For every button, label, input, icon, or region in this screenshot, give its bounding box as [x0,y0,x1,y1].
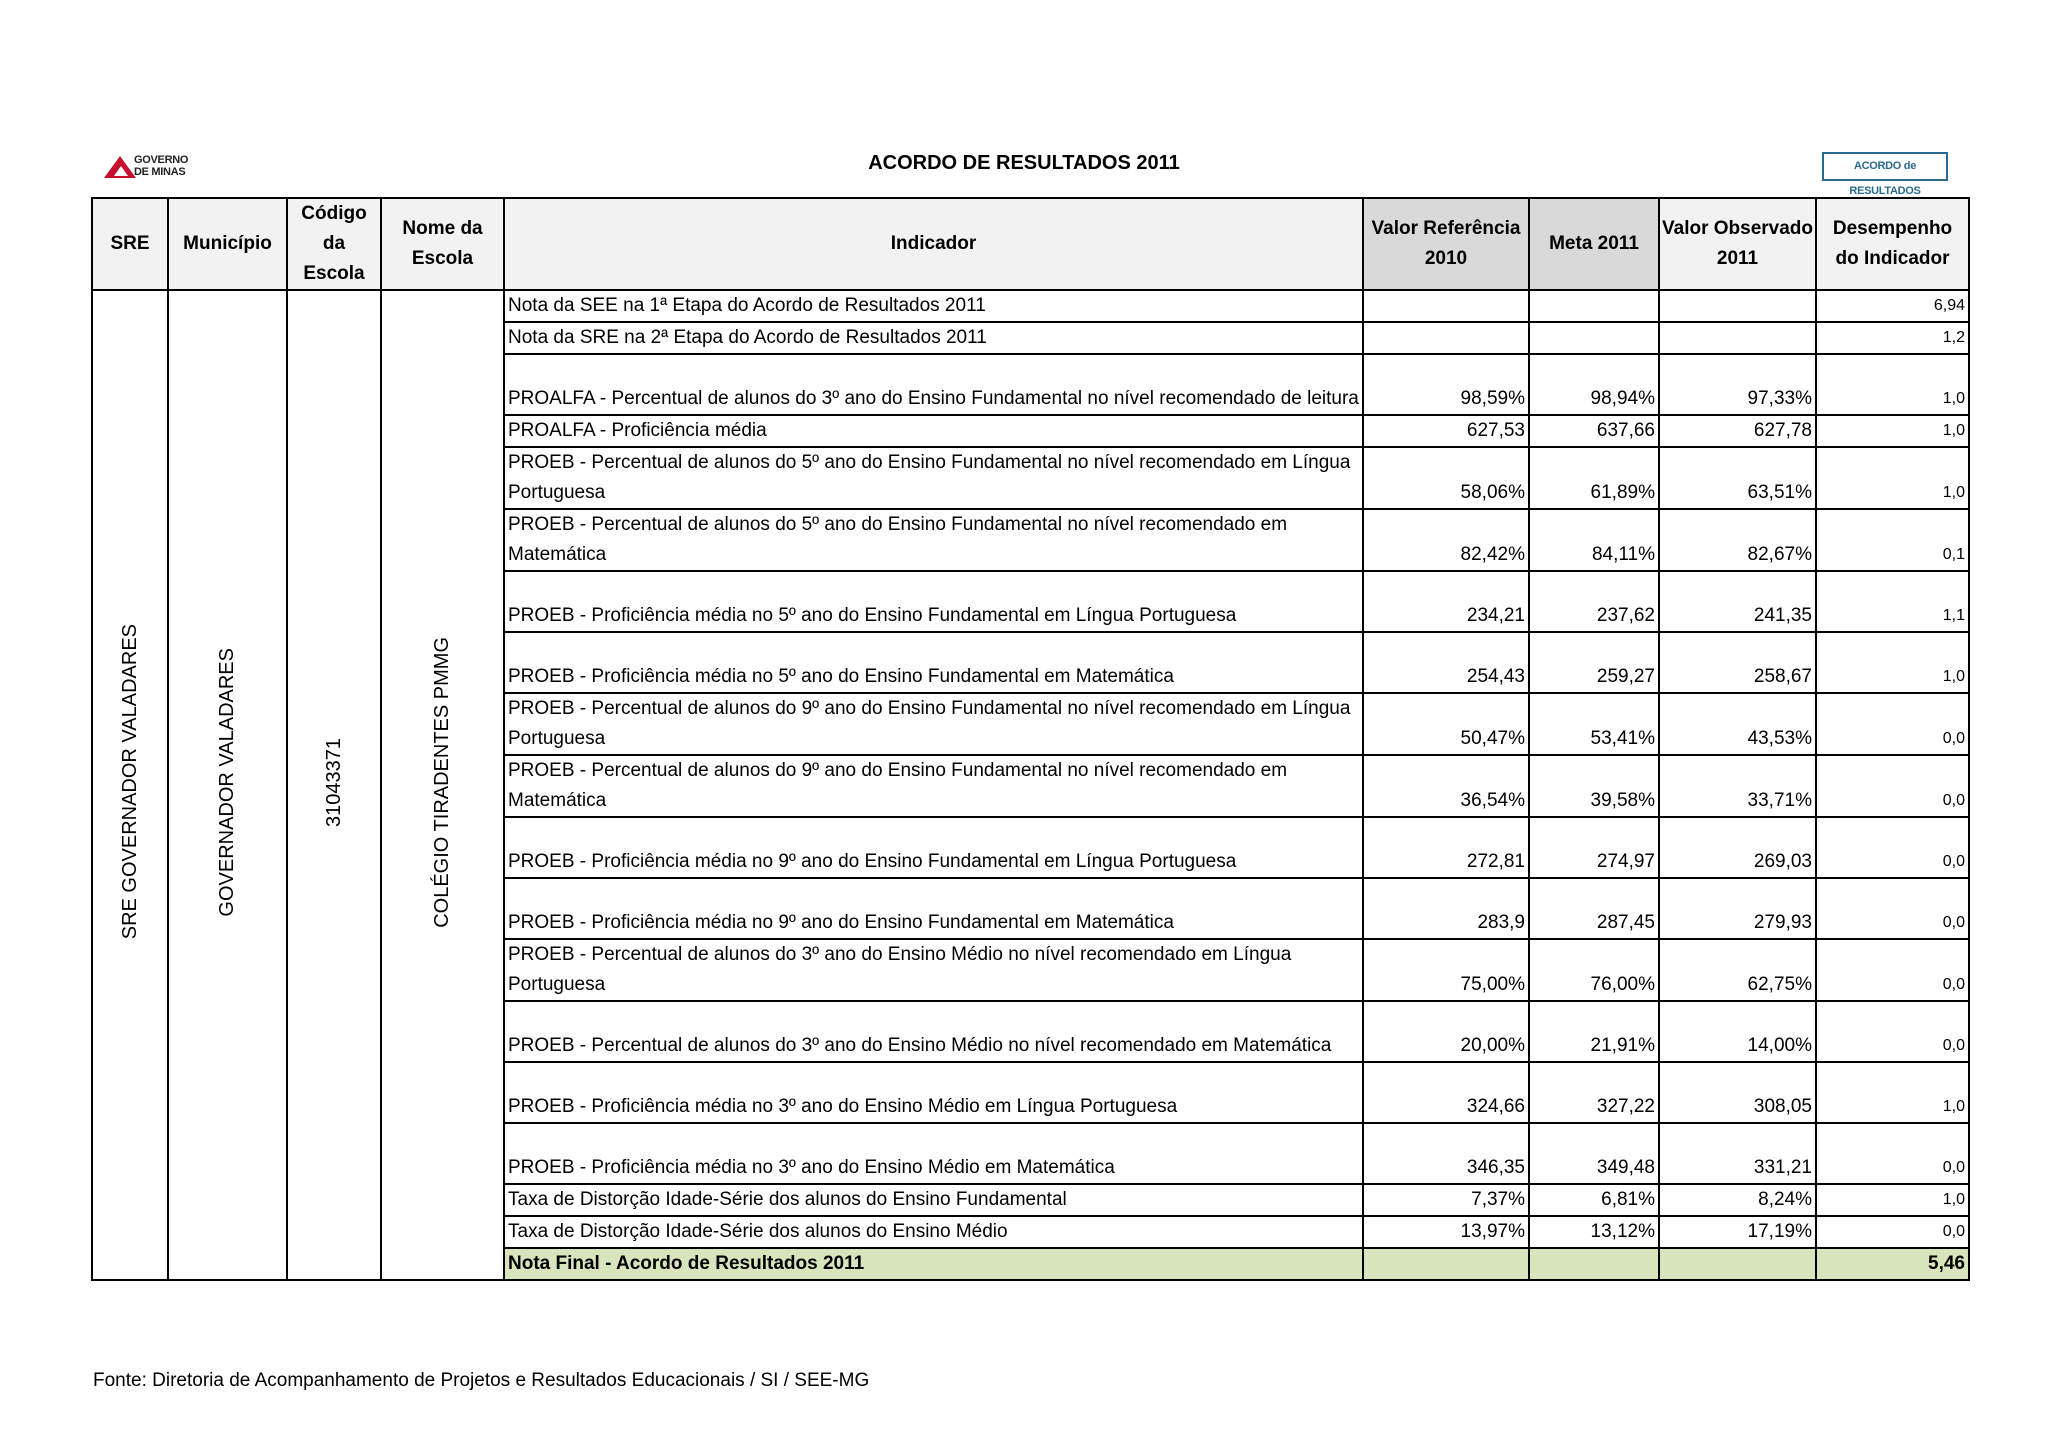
sre-cell-text: SRE GOVERNADOR VALADARES [118,624,141,940]
indicator-cell: PROEB - Proficiência média no 5º ano do Ensino Fundamental em Língua Portuguesa [504,571,1363,632]
valor-referencia-cell: 13,97% [1363,1216,1529,1248]
final-score-label: Nota Final - Acordo de Resultados 2011 [504,1248,1363,1280]
meta-cell: 39,58% [1529,755,1659,817]
municipio-cell [168,290,287,1280]
meta-cell: 98,94% [1529,354,1659,415]
desempenho-cell: 6,94 [1816,290,1969,322]
source-footer: Fonte: Diretoria de Acompanhamento de Projetos e Resultados Educacionais / SI / SEE-MG [93,1370,870,1391]
valor-observado-cell: 269,03 [1659,817,1816,878]
valor-referencia-cell: 82,42% [1363,509,1529,571]
codigo-cell-text: 31043371 [322,737,345,827]
col-header-codigo: Código da Escola [287,198,381,290]
table-row [92,290,1969,322]
valor-observado-cell: 63,51% [1659,447,1816,509]
nome-escola-cell-text: COLÉGIO TIRADENTES PMMG [431,636,453,928]
valor-referencia-cell: 36,54% [1363,755,1529,817]
indicator-cell: PROEB - Percentual de alunos do 9º ano do Ensino Fundamental no nível recomendado em Matemática [504,755,1363,817]
desempenho-cell: 0,1 [1816,509,1969,571]
meta-cell: 53,41% [1529,693,1659,755]
valor-referencia-cell: 272,81 [1363,817,1529,878]
valor-observado-cell: 241,35 [1659,571,1816,632]
valor-observado-cell: 331,21 [1659,1123,1816,1184]
desempenho-cell: 1,0 [1816,1062,1969,1123]
logo-text: GOVERNO DE MINAS [134,154,189,178]
col-header-desempenho: Desempenho do Indicador [1816,198,1969,290]
valor-observado-cell: 97,33% [1659,354,1816,415]
indicator-cell: PROEB - Percentual de alunos do 5º ano do Ensino Fundamental no nível recomendado em Língua Portuguesa [504,447,1363,509]
indicator-cell: Nota da SEE na 1ª Etapa do Acordo de Resultados 2011 [504,290,1363,322]
final-score-value: 5,46 [1816,1248,1969,1280]
valor-referencia-cell: 58,06% [1363,447,1529,509]
desempenho-cell: 1,1 [1816,571,1969,632]
meta-cell: 13,12% [1529,1216,1659,1248]
meta-cell: 21,91% [1529,1001,1659,1062]
valor-observado-cell: 43,53% [1659,693,1816,755]
indicator-cell: PROEB - Proficiência média no 3º ano do Ensino Médio em Língua Portuguesa [504,1062,1363,1123]
indicator-cell: Nota da SRE na 2ª Etapa do Acordo de Resultados 2011 [504,322,1363,354]
meta-cell: 6,81% [1529,1184,1659,1216]
desempenho-cell: 0,0 [1816,755,1969,817]
codigo-cell [287,290,381,1280]
indicator-cell: PROEB - Proficiência média no 5º ano do Ensino Fundamental em Matemática [504,632,1363,693]
meta-cell [1529,290,1659,322]
indicator-cell: PROEB - Percentual de alunos do 5º ano do Ensino Fundamental no nível recomendado em Matemática [504,509,1363,571]
final-empty-cell [1529,1248,1659,1280]
results-table [91,197,1970,1281]
col-header-valor-observado: Valor Observado 2011 [1659,198,1816,290]
valor-observado-cell: 33,71% [1659,755,1816,817]
indicator-cell: Taxa de Distorção Idade-Série dos alunos do Ensino Médio [504,1216,1363,1248]
meta-cell: 287,45 [1529,878,1659,939]
indicator-cell: PROALFA - Proficiência média [504,415,1363,447]
valor-referencia-cell: 283,9 [1363,878,1529,939]
meta-cell: 637,66 [1529,415,1659,447]
desempenho-cell: 0,0 [1816,878,1969,939]
valor-observado-cell: 82,67% [1659,509,1816,571]
meta-cell: 259,27 [1529,632,1659,693]
acordo-de-resultados-logo: ACORDO de RESULTADOS [1822,152,1948,181]
valor-observado-cell: 62,75% [1659,939,1816,1001]
desempenho-cell: 0,0 [1816,939,1969,1001]
valor-referencia-cell [1363,322,1529,354]
desempenho-cell: 1,0 [1816,354,1969,415]
indicator-cell: PROEB - Proficiência média no 9º ano do Ensino Fundamental em Língua Portuguesa [504,817,1363,878]
valor-observado-cell [1659,322,1816,354]
desempenho-cell: 1,0 [1816,632,1969,693]
valor-observado-cell: 14,00% [1659,1001,1816,1062]
valor-referencia-cell: 346,35 [1363,1123,1529,1184]
valor-referencia-cell: 75,00% [1363,939,1529,1001]
nome-escola-cell [381,290,504,1280]
indicator-cell: PROALFA - Percentual de alunos do 3º ano do Ensino Fundamental no nível recomendado de leitura [504,354,1363,415]
col-header-meta: Meta 2011 [1529,198,1659,290]
meta-cell: 327,22 [1529,1062,1659,1123]
col-header-municipio: Município [168,198,287,290]
indicator-cell: Taxa de Distorção Idade-Série dos alunos do Ensino Fundamental [504,1184,1363,1216]
meta-cell: 76,00% [1529,939,1659,1001]
desempenho-cell: 1,2 [1816,322,1969,354]
col-header-valor-referencia: Valor Referência 2010 [1363,198,1529,290]
table-header-row [92,198,1969,290]
valor-observado-cell [1659,290,1816,322]
desempenho-cell: 0,0 [1816,817,1969,878]
meta-cell: 349,48 [1529,1123,1659,1184]
valor-referencia-cell: 20,00% [1363,1001,1529,1062]
desempenho-cell: 0,0 [1816,1001,1969,1062]
valor-referencia-cell: 50,47% [1363,693,1529,755]
meta-cell: 61,89% [1529,447,1659,509]
indicator-cell: PROEB - Proficiência média no 3º ano do Ensino Médio em Matemática [504,1123,1363,1184]
valor-observado-cell: 308,05 [1659,1062,1816,1123]
valor-referencia-cell: 234,21 [1363,571,1529,632]
valor-observado-cell: 258,67 [1659,632,1816,693]
final-empty-cell [1659,1248,1816,1280]
municipio-cell-text: GOVERNADOR VALADARES [216,647,238,917]
valor-observado-cell: 279,93 [1659,878,1816,939]
valor-referencia-cell [1363,290,1529,322]
valor-referencia-cell: 627,53 [1363,415,1529,447]
valor-referencia-cell: 254,43 [1363,632,1529,693]
col-header-indicador: Indicador [504,198,1363,290]
valor-referencia-cell: 324,66 [1363,1062,1529,1123]
valor-observado-cell: 17,19% [1659,1216,1816,1248]
valor-observado-cell: 627,78 [1659,415,1816,447]
meta-cell: 84,11% [1529,509,1659,571]
sre-cell [92,290,168,1280]
indicator-cell: PROEB - Percentual de alunos do 9º ano do Ensino Fundamental no nível recomendado em Língua Portuguesa [504,693,1363,755]
desempenho-cell: 1,0 [1816,1184,1969,1216]
desempenho-cell: 0,0 [1816,1216,1969,1248]
desempenho-cell: 0,0 [1816,693,1969,755]
indicator-cell: PROEB - Proficiência média no 9º ano do Ensino Fundamental em Matemática [504,878,1363,939]
valor-observado-cell: 8,24% [1659,1184,1816,1216]
valor-referencia-cell: 98,59% [1363,354,1529,415]
col-header-nome: Nome da Escola [381,198,504,290]
meta-cell [1529,322,1659,354]
indicator-cell: PROEB - Percentual de alunos do 3º ano do Ensino Médio no nível recomendado em Língua Portuguesa [504,939,1363,1001]
final-empty-cell [1363,1248,1529,1280]
valor-referencia-cell: 7,37% [1363,1184,1529,1216]
desempenho-cell: 1,0 [1816,447,1969,509]
desempenho-cell: 0,0 [1816,1123,1969,1184]
indicator-cell: PROEB - Percentual de alunos do 3º ano do Ensino Médio no nível recomendado em Matemática [504,1001,1363,1062]
meta-cell: 237,62 [1529,571,1659,632]
page-title: ACORDO DE RESULTADOS 2011 [868,152,1180,174]
desempenho-cell: 1,0 [1816,415,1969,447]
col-header-sre: SRE [92,198,168,290]
meta-cell: 274,97 [1529,817,1659,878]
